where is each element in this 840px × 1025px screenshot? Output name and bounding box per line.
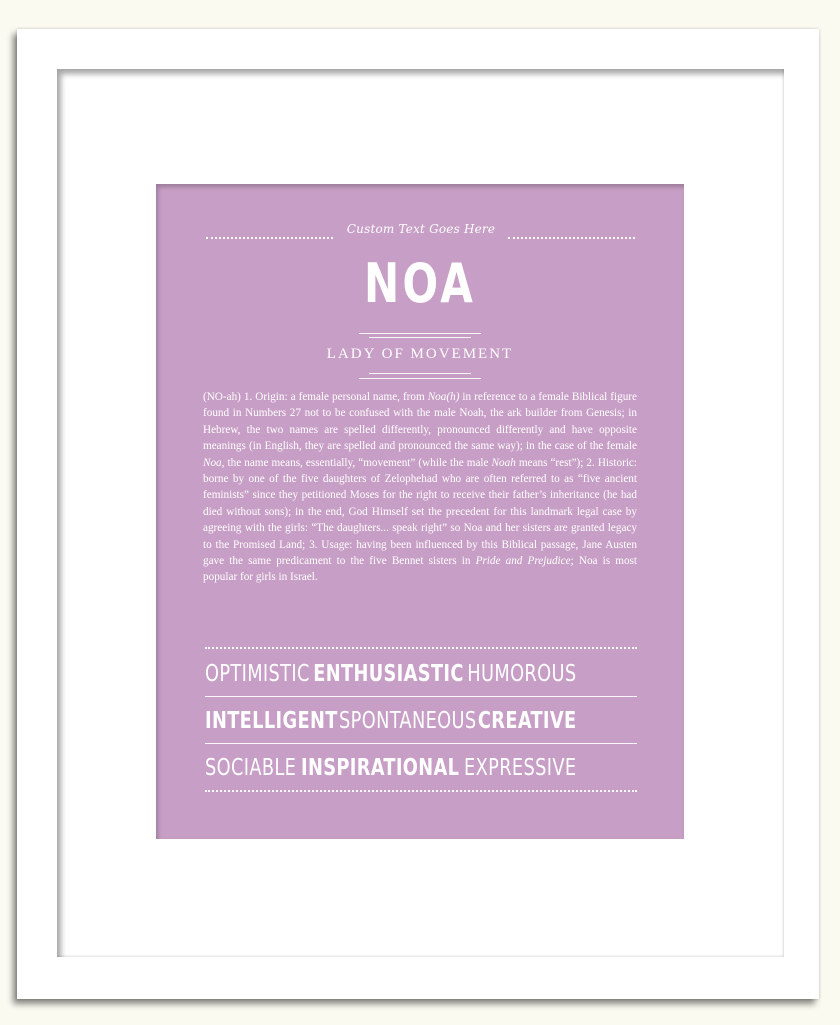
definition-text: , the name means, essentially, “movement” (while the male — [221, 456, 492, 469]
trait: EXPRESSIVE — [464, 755, 577, 781]
definition-emphasis: Noa(h) — [427, 391, 460, 403]
trait: SPONTANEOUS — [339, 708, 477, 734]
trait: SOCIABLE — [205, 755, 297, 781]
meaning-underline-1 — [369, 373, 471, 374]
definition-text: in reference to a female Biblical figure found in Numbers 27 not to be confused with the male Noah, the ark builder from Genesis; in Hebrew, the two names are spelled differently, pronounced differently and have opposite meanings (in English, they are spelled and pronounced the same way); in the case of the female — [203, 391, 637, 453]
name-underline-1 — [359, 333, 481, 334]
definition-emphasis: Noah — [491, 456, 516, 469]
traits-bottom-divider — [205, 790, 637, 792]
name-print — [156, 184, 684, 839]
trait: INSPIRATIONAL — [301, 755, 460, 781]
name-title: NOA — [364, 252, 476, 315]
definition-emphasis: Noa — [203, 456, 222, 469]
header-right-divider — [508, 237, 635, 239]
header-left-divider — [206, 237, 333, 239]
traits-divider — [205, 696, 637, 697]
definition-text: ; Noa is most popular for girls in Israel. — [203, 555, 638, 584]
traits-row — [205, 658, 637, 690]
traits-row — [205, 705, 637, 737]
custom-text: Custom Text Goes Here — [346, 222, 496, 236]
trait: ENTHUSIASTIC — [313, 661, 464, 687]
trait: CREATIVE — [477, 708, 577, 734]
definition-emphasis: Pride and Prejudice — [475, 555, 571, 568]
meaning-underline-2 — [359, 378, 481, 379]
traits-divider — [205, 743, 637, 744]
name-underline-2 — [369, 337, 471, 338]
traits-row — [205, 752, 637, 784]
definition-text: means “rest”); 2. Historic: borne by one of the five daughters of Zelophehad who are often referred to as “five ancient feminists” since they petitioned Moses for the right to receive their father’s inheritance (he had died without sons); in the end, God Himself set the precedent for this landmark legal case by agreeing with the girls: “The daughters... speak right” so Noa and her sisters are granted legacy to the Promised Land; 3. Usage: having been influenced by this Biblical passage, Jane Austen gave the same predicament to the five Bennet sisters in — [203, 456, 638, 568]
traits-top-divider — [205, 647, 637, 649]
trait: HUMOROUS — [467, 661, 577, 687]
trait: OPTIMISTIC — [205, 661, 310, 687]
name-meaning: LADY OF MOVEMENT — [326, 346, 514, 362]
trait: INTELLIGENT — [205, 708, 338, 734]
definition-text: (NO-ah) 1. Origin: a female personal name, from — [203, 391, 428, 403]
name-definition — [203, 389, 637, 586]
